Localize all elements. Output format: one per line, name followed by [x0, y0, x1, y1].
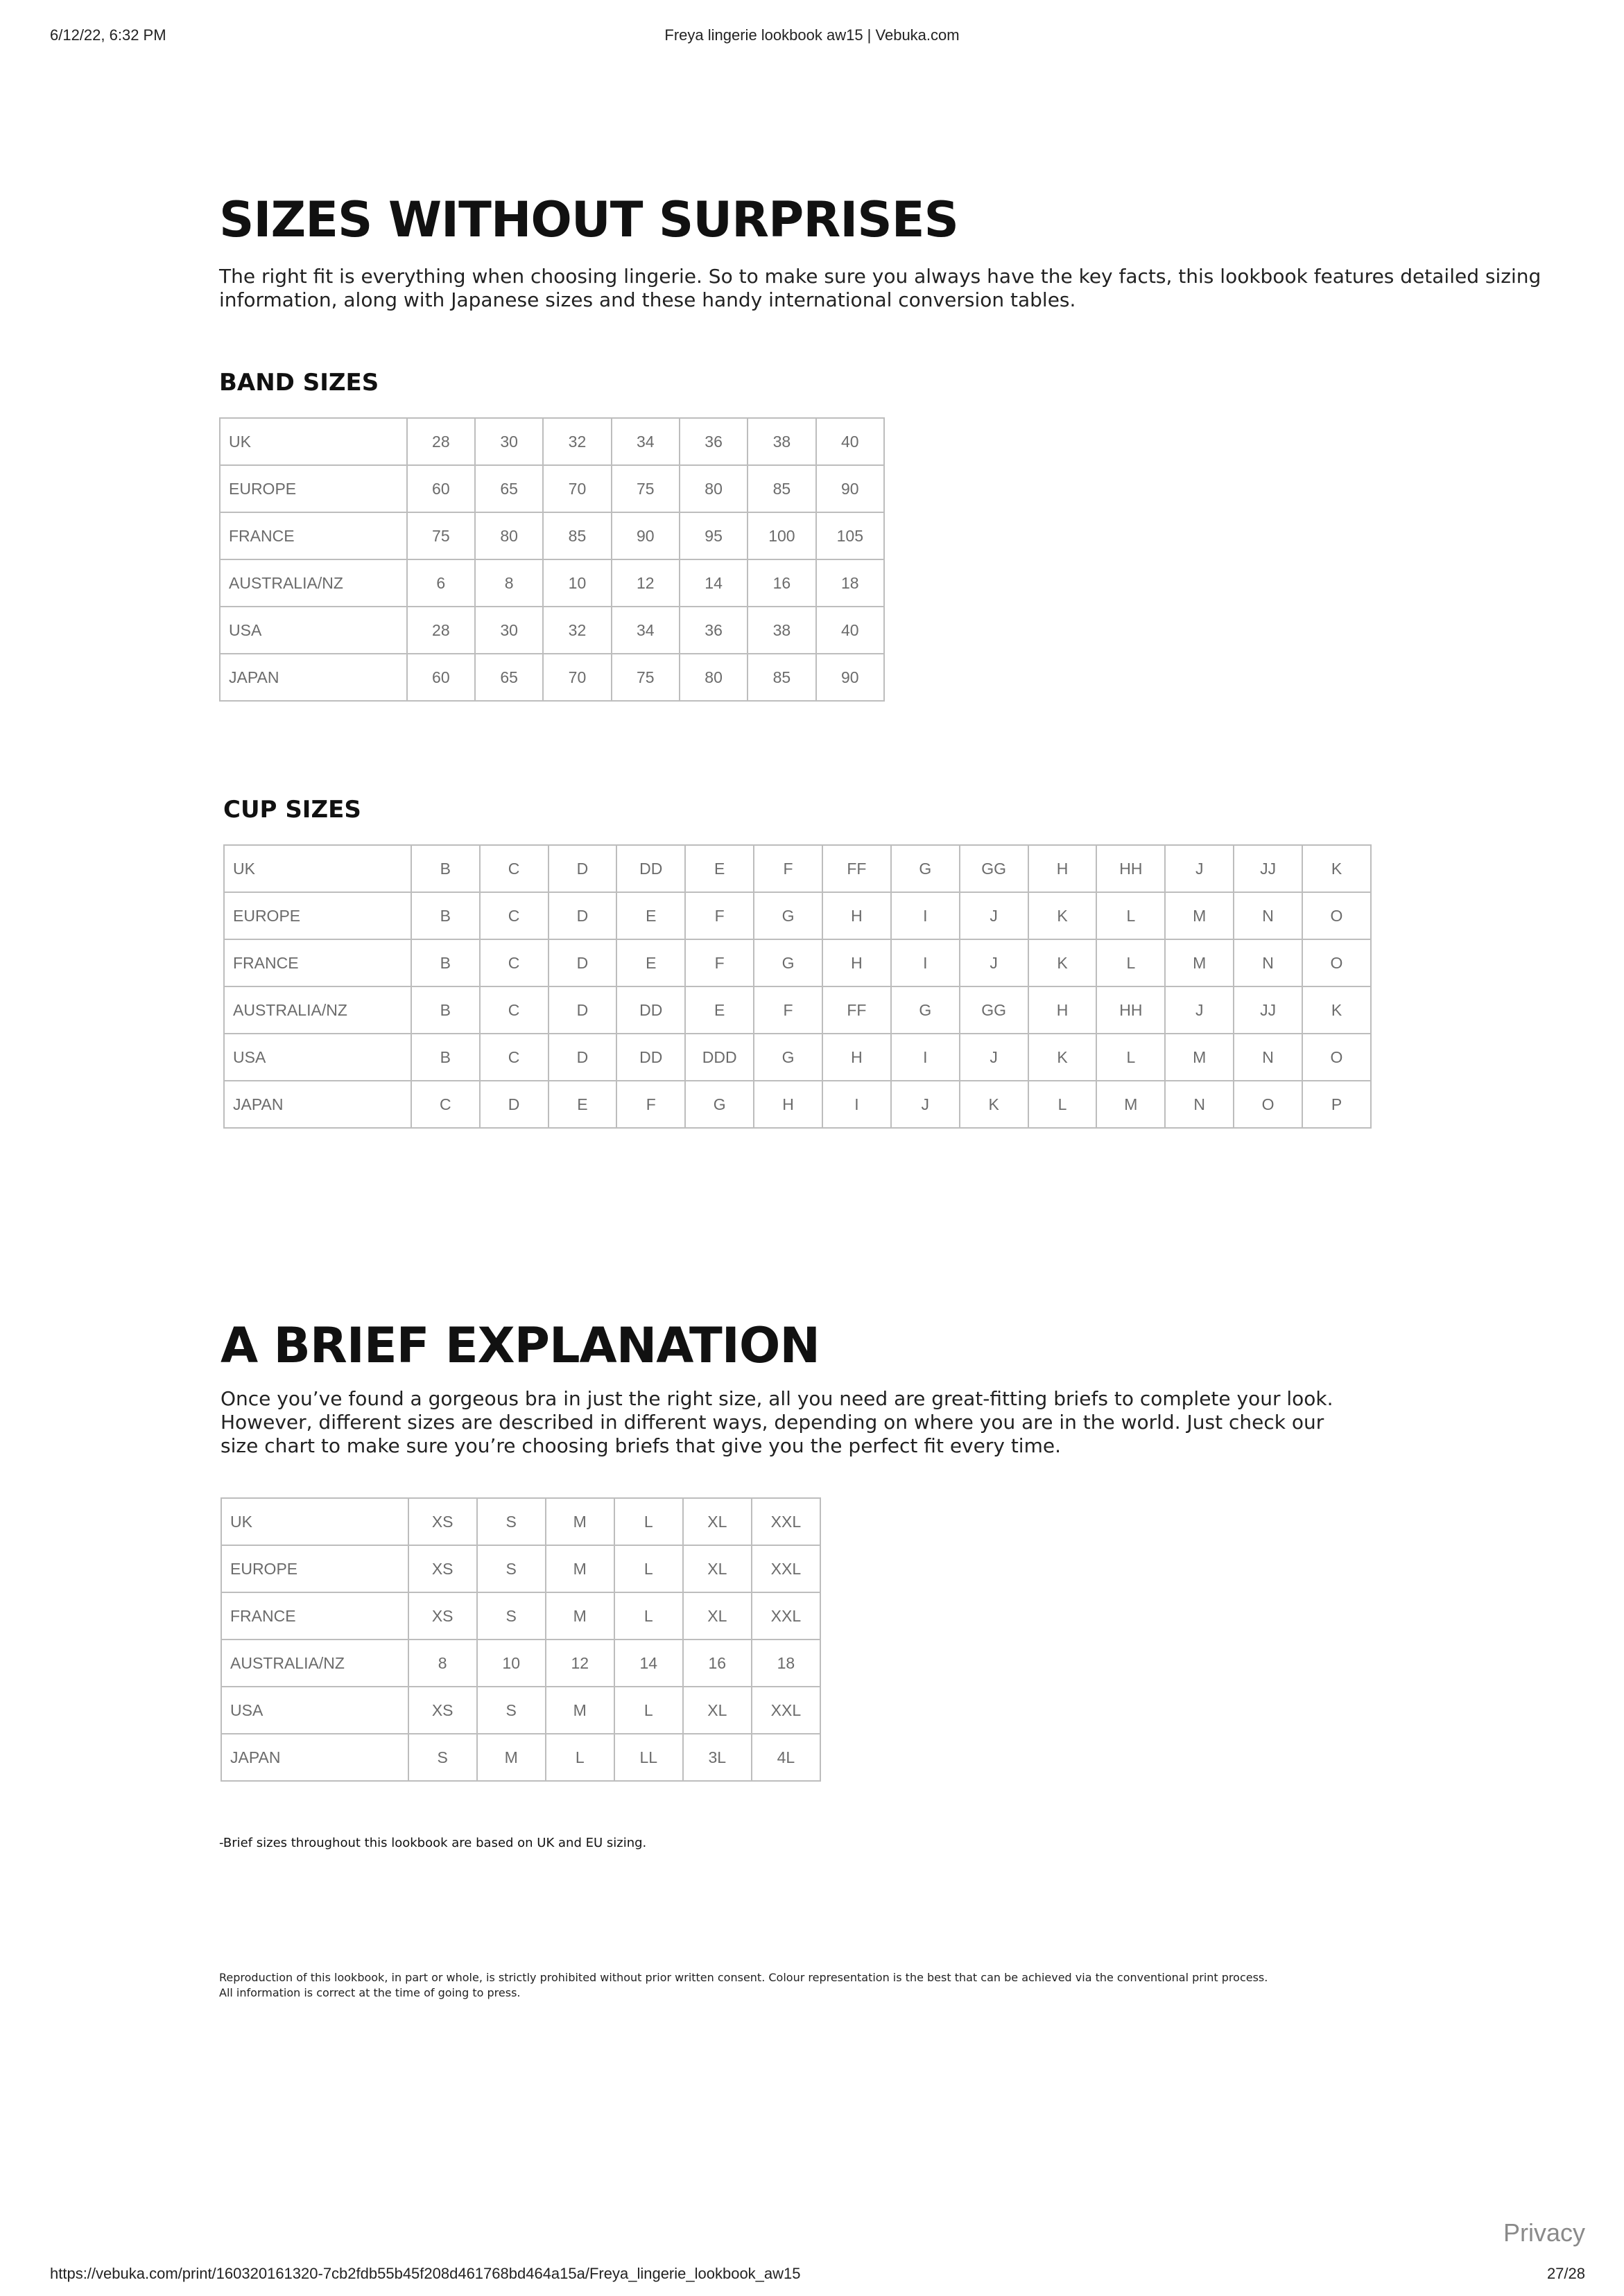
size-cell: F [754, 986, 822, 1034]
size-cell: F [754, 845, 822, 892]
size-cell: 85 [748, 654, 815, 701]
size-cell: 65 [475, 654, 543, 701]
size-cell: S [477, 1592, 546, 1640]
size-cell: 105 [816, 512, 884, 559]
band-size-row [220, 512, 884, 559]
sizes-intro [219, 265, 1541, 312]
size-cell: XXL [752, 1498, 820, 1545]
size-cell: H [754, 1081, 822, 1128]
band-size-row [220, 654, 884, 701]
size-cell: L [1096, 892, 1165, 939]
size-cell: C [480, 845, 548, 892]
size-cell: 4L [752, 1734, 820, 1781]
size-cell: 14 [680, 559, 748, 607]
size-cell: 6 [407, 559, 475, 607]
size-cell: K [1028, 892, 1097, 939]
row-label: AUSTRALIA/NZ [221, 1640, 408, 1687]
size-cell: O [1302, 939, 1371, 986]
size-cell: I [891, 1034, 960, 1081]
size-cell: LL [614, 1734, 683, 1781]
size-cell: K [960, 1081, 1028, 1128]
cup-size-row [224, 892, 1371, 939]
size-cell: 80 [475, 512, 543, 559]
size-cell: J [960, 1034, 1028, 1081]
size-cell: 80 [680, 654, 748, 701]
band-size-row [220, 465, 884, 512]
row-label: JAPAN [224, 1081, 411, 1128]
reproduction-line: Reproduction of this lookbook, in part or whole, is strictly prohibited without prior written consent. Colour representation is the best that can be achieved via the conventional print process. [219, 1971, 1268, 1984]
band-size-row [220, 559, 884, 607]
size-cell: C [480, 892, 548, 939]
size-cell: XS [408, 1545, 477, 1592]
size-cell: JJ [1234, 986, 1302, 1034]
size-cell: B [411, 1034, 480, 1081]
size-cell: L [614, 1545, 683, 1592]
row-label: EUROPE [224, 892, 411, 939]
size-cell: J [891, 1081, 960, 1128]
size-cell: 3L [683, 1734, 752, 1781]
size-cell: 12 [546, 1640, 614, 1687]
size-cell: K [1028, 939, 1097, 986]
size-cell: M [477, 1734, 546, 1781]
size-cell: XS [408, 1498, 477, 1545]
brief-sizing-note: -Brief sizes throughout this lookbook are based on UK and EU sizing. [219, 1836, 647, 1850]
size-cell: 28 [407, 607, 475, 654]
size-cell: D [548, 1034, 617, 1081]
size-cell: L [1028, 1081, 1097, 1128]
brief-size-row [221, 1592, 820, 1640]
size-cell: 38 [748, 418, 815, 465]
size-cell: FF [822, 845, 891, 892]
size-cell: D [548, 939, 617, 986]
size-cell: 70 [543, 465, 611, 512]
size-cell: J [1165, 986, 1234, 1034]
size-cell: 34 [612, 418, 680, 465]
cup-size-row [224, 1081, 1371, 1128]
row-label: UK [221, 1498, 408, 1545]
cup-size-row [224, 939, 1371, 986]
size-cell: 100 [748, 512, 815, 559]
size-cell: XS [408, 1687, 477, 1734]
size-cell: O [1302, 1034, 1371, 1081]
size-cell: I [822, 1081, 891, 1128]
size-cell: 16 [683, 1640, 752, 1687]
cup-sizes-table [223, 844, 1372, 1129]
size-cell: 30 [475, 418, 543, 465]
size-cell: S [477, 1687, 546, 1734]
size-cell: 32 [543, 418, 611, 465]
privacy-link[interactable]: Privacy [1503, 2218, 1585, 2247]
brief-intro [221, 1387, 1333, 1458]
size-cell: M [1165, 892, 1234, 939]
size-cell: GG [960, 845, 1028, 892]
size-cell: 18 [816, 559, 884, 607]
band-size-row [220, 418, 884, 465]
brief-intro-line: However, different sizes are described in different ways, depending on where you are in the world. Just check our [221, 1411, 1324, 1434]
size-cell: 8 [408, 1640, 477, 1687]
band-size-row [220, 607, 884, 654]
row-label: UK [220, 418, 407, 465]
size-cell: L [614, 1498, 683, 1545]
size-cell: E [616, 939, 685, 986]
size-cell: 8 [475, 559, 543, 607]
size-cell: K [1028, 1034, 1097, 1081]
size-cell: M [1096, 1081, 1165, 1128]
size-cell: XL [683, 1498, 752, 1545]
size-cell: I [891, 892, 960, 939]
size-cell: 90 [816, 654, 884, 701]
size-cell: 60 [407, 465, 475, 512]
size-cell: L [1096, 939, 1165, 986]
size-cell: G [891, 986, 960, 1034]
brief-size-row [221, 1734, 820, 1781]
row-label: EUROPE [220, 465, 407, 512]
band-sizes-heading: BAND SIZES [219, 369, 379, 397]
size-cell: 80 [680, 465, 748, 512]
print-page-title: Freya lingerie lookbook aw15 | Vebuka.com [664, 26, 960, 44]
size-cell: N [1234, 1034, 1302, 1081]
size-cell: 32 [543, 607, 611, 654]
size-cell: 28 [407, 418, 475, 465]
size-cell: XL [683, 1592, 752, 1640]
size-cell: L [1096, 1034, 1165, 1081]
size-cell: 65 [475, 465, 543, 512]
brief-intro-line: Once you’ve found a gorgeous bra in just the right size, all you need are great-fitting briefs to complete your look. [221, 1387, 1333, 1410]
size-cell: 36 [680, 607, 748, 654]
row-label: JAPAN [221, 1734, 408, 1781]
size-cell: D [548, 892, 617, 939]
size-cell: B [411, 939, 480, 986]
size-cell: 75 [612, 465, 680, 512]
size-cell: F [685, 892, 754, 939]
row-label: USA [221, 1687, 408, 1734]
size-cell: M [546, 1498, 614, 1545]
size-cell: XXL [752, 1687, 820, 1734]
size-cell: J [960, 939, 1028, 986]
size-cell: L [546, 1734, 614, 1781]
cup-size-row [224, 845, 1371, 892]
size-cell: G [754, 892, 822, 939]
brief-size-row [221, 1640, 820, 1687]
size-cell: P [1302, 1081, 1371, 1128]
size-cell: M [546, 1592, 614, 1640]
size-cell: 70 [543, 654, 611, 701]
size-cell: 36 [680, 418, 748, 465]
reproduction-notice [219, 1970, 1268, 2001]
row-label: JAPAN [220, 654, 407, 701]
size-cell: FF [822, 986, 891, 1034]
size-cell: L [614, 1687, 683, 1734]
size-cell: F [616, 1081, 685, 1128]
row-label: FRANCE [224, 939, 411, 986]
brief-heading: A BRIEF EXPLANATION [221, 1317, 820, 1374]
size-cell: E [616, 892, 685, 939]
size-cell: 60 [407, 654, 475, 701]
size-cell: C [411, 1081, 480, 1128]
size-cell: H [822, 892, 891, 939]
size-cell: H [1028, 845, 1097, 892]
size-cell: G [891, 845, 960, 892]
size-cell: 40 [816, 418, 884, 465]
size-cell: DD [616, 845, 685, 892]
sizes-intro-line: The right fit is everything when choosing lingerie. So to make sure you always have the key facts, this lookbook features detailed sizing [219, 265, 1541, 288]
size-cell: DD [616, 986, 685, 1034]
row-label: USA [220, 607, 407, 654]
row-label: FRANCE [220, 512, 407, 559]
size-cell: B [411, 986, 480, 1034]
print-datetime: 6/12/22, 6:32 PM [50, 26, 166, 44]
size-cell: N [1234, 939, 1302, 986]
size-cell: E [685, 845, 754, 892]
brief-size-row [221, 1687, 820, 1734]
print-url: https://vebuka.com/print/160320161320-7cb2fdb55b45f208d461768bd464a15a/Freya_lingerie_lookbook_aw15 [50, 2265, 801, 2282]
size-cell: M [546, 1545, 614, 1592]
size-cell: XL [683, 1545, 752, 1592]
size-cell: E [685, 986, 754, 1034]
size-cell: D [480, 1081, 548, 1128]
size-cell: 14 [614, 1640, 683, 1687]
size-cell: F [685, 939, 754, 986]
size-cell: 85 [748, 465, 815, 512]
size-cell: C [480, 1034, 548, 1081]
row-label: USA [224, 1034, 411, 1081]
size-cell: 10 [543, 559, 611, 607]
row-label: UK [224, 845, 411, 892]
brief-size-row [221, 1498, 820, 1545]
size-cell: 75 [407, 512, 475, 559]
size-cell: 95 [680, 512, 748, 559]
cup-size-row [224, 986, 1371, 1034]
sizes-heading: SIZES WITHOUT SURPRISES [219, 191, 958, 248]
size-cell: I [891, 939, 960, 986]
size-cell: D [548, 845, 617, 892]
size-cell: O [1302, 892, 1371, 939]
size-cell: J [960, 892, 1028, 939]
size-cell: D [548, 986, 617, 1034]
size-cell: L [614, 1592, 683, 1640]
size-cell: H [1028, 986, 1097, 1034]
size-cell: DD [616, 1034, 685, 1081]
size-cell: HH [1096, 986, 1165, 1034]
size-cell: XXL [752, 1592, 820, 1640]
page-number: 27/28 [1546, 2265, 1585, 2282]
cup-sizes-heading: CUP SIZES [223, 796, 361, 824]
size-cell: G [754, 939, 822, 986]
size-cell: K [1302, 986, 1371, 1034]
size-cell: C [480, 939, 548, 986]
brief-intro-line: size chart to make sure you’re choosing briefs that give you the perfect fit every time. [221, 1434, 1061, 1457]
size-cell: G [754, 1034, 822, 1081]
size-cell: N [1165, 1081, 1234, 1128]
size-cell: M [546, 1687, 614, 1734]
size-cell: JJ [1234, 845, 1302, 892]
size-cell: GG [960, 986, 1028, 1034]
size-cell: H [822, 939, 891, 986]
size-cell: S [477, 1498, 546, 1545]
size-cell: 12 [612, 559, 680, 607]
size-cell: 16 [748, 559, 815, 607]
size-cell: 75 [612, 654, 680, 701]
band-sizes-table [219, 417, 885, 702]
brief-sizes-table [221, 1497, 821, 1782]
sizes-intro-line: information, along with Japanese sizes and these handy international conversion tables. [219, 288, 1076, 311]
size-cell: DDD [685, 1034, 754, 1081]
size-cell: 40 [816, 607, 884, 654]
size-cell: 10 [477, 1640, 546, 1687]
size-cell: 38 [748, 607, 815, 654]
size-cell: XL [683, 1687, 752, 1734]
size-cell: XXL [752, 1545, 820, 1592]
size-cell: E [548, 1081, 617, 1128]
row-label: EUROPE [221, 1545, 408, 1592]
brief-size-row [221, 1545, 820, 1592]
size-cell: M [1165, 1034, 1234, 1081]
size-cell: 90 [816, 465, 884, 512]
size-cell: C [480, 986, 548, 1034]
size-cell: J [1165, 845, 1234, 892]
size-cell: N [1234, 892, 1302, 939]
size-cell: S [408, 1734, 477, 1781]
size-cell: XS [408, 1592, 477, 1640]
size-cell: B [411, 892, 480, 939]
row-label: AUSTRALIA/NZ [220, 559, 407, 607]
size-cell: S [477, 1545, 546, 1592]
row-label: AUSTRALIA/NZ [224, 986, 411, 1034]
size-cell: HH [1096, 845, 1165, 892]
size-cell: 34 [612, 607, 680, 654]
size-cell: M [1165, 939, 1234, 986]
size-cell: O [1234, 1081, 1302, 1128]
cup-size-row [224, 1034, 1371, 1081]
row-label: FRANCE [221, 1592, 408, 1640]
size-cell: 18 [752, 1640, 820, 1687]
size-cell: G [685, 1081, 754, 1128]
size-cell: H [822, 1034, 891, 1081]
size-cell: 90 [612, 512, 680, 559]
size-cell: B [411, 845, 480, 892]
size-cell: 30 [475, 607, 543, 654]
size-cell: K [1302, 845, 1371, 892]
reproduction-line: All information is correct at the time of going to press. [219, 1986, 521, 1999]
size-cell: 85 [543, 512, 611, 559]
